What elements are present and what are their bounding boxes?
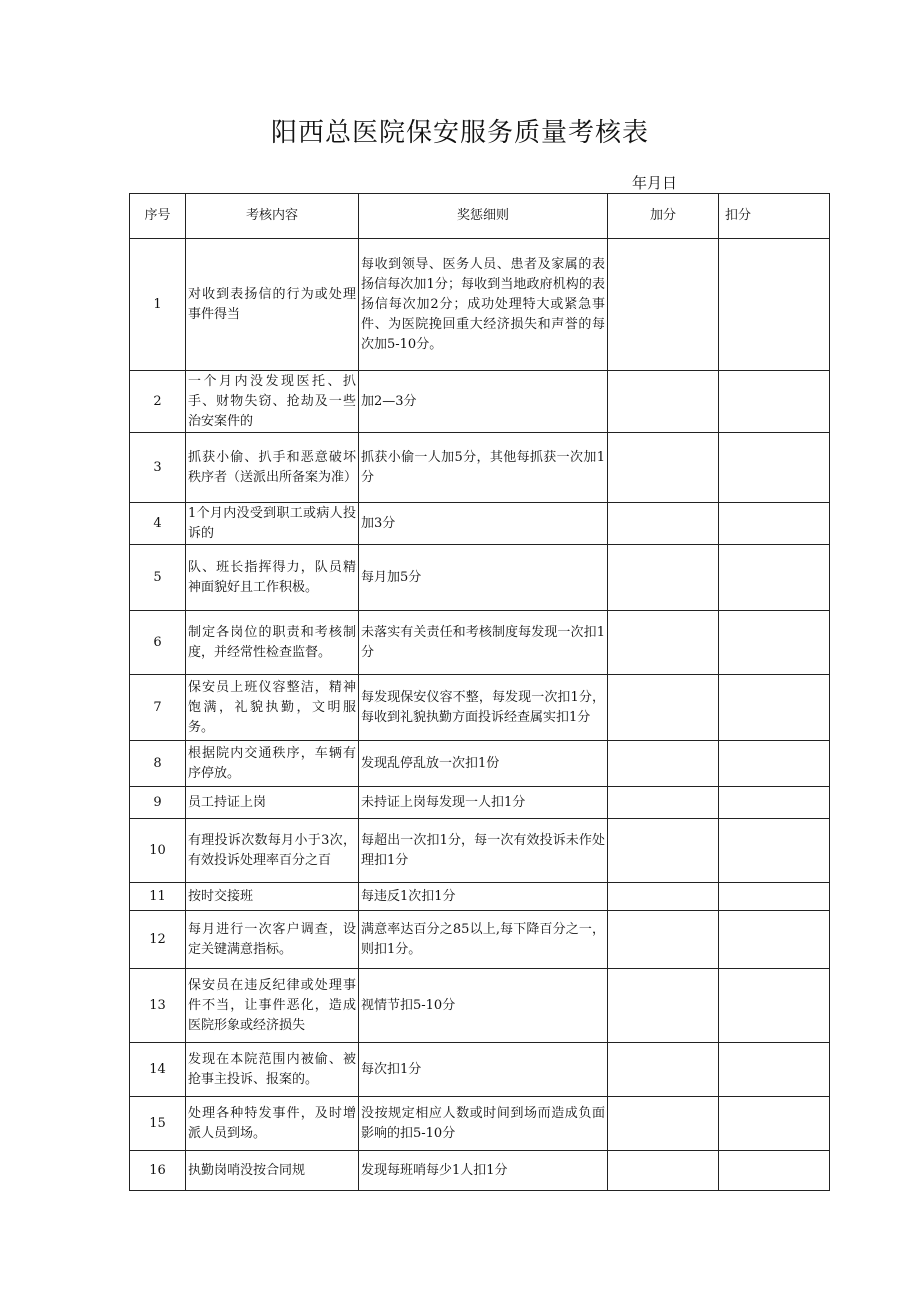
assessment-table [129, 193, 830, 1191]
row-minus-score [719, 883, 830, 911]
table-row [130, 819, 830, 883]
row-rule: 每收到领导、医务人员、患者及家属的表扬信每次加1分；每收到当地政府机构的表扬信每次加2分；成功处理特大或紧急事件、为医院挽回重大经济损失和声誉的每次加5-10分。 [359, 239, 608, 371]
row-minus-score [719, 675, 830, 741]
row-seq: 8 [130, 741, 186, 787]
table-row [130, 611, 830, 675]
row-content: 根据院内交通秩序，车辆有序停放。 [186, 741, 359, 787]
row-seq: 5 [130, 545, 186, 611]
header-minus: 扣分 [719, 194, 830, 239]
table-row [130, 371, 830, 433]
row-seq: 13 [130, 969, 186, 1043]
row-content: 制定各岗位的职责和考核制度，并经常性检查监督。 [186, 611, 359, 675]
row-seq: 12 [130, 911, 186, 969]
table-row [130, 1151, 830, 1191]
row-rule: 每月加5分 [359, 545, 608, 611]
row-plus-score [608, 819, 719, 883]
row-plus-score [608, 545, 719, 611]
row-plus-score [608, 239, 719, 371]
header-seq: 序号 [130, 194, 186, 239]
row-plus-score [608, 503, 719, 545]
header-plus: 加分 [608, 194, 719, 239]
row-plus-score [608, 883, 719, 911]
table-row [130, 433, 830, 503]
row-rule: 没按规定相应人数或时间到场而造成负面影响的扣5-10分 [359, 1097, 608, 1151]
row-content: 一个月内没发现医托、扒手、财物失窃、抢劫及一些治安案件的 [186, 371, 359, 433]
row-rule: 发现每班哨每少1人扣1分 [359, 1151, 608, 1191]
date-label: 年月日 [632, 174, 678, 192]
row-content: 保安员在违反纪律或处理事件不当，让事件恶化，造成医院形象或经济损失 [186, 969, 359, 1043]
table-row [130, 787, 830, 819]
row-content: 发现在本院范围内被偷、被抢事主投诉、报案的。 [186, 1043, 359, 1097]
row-minus-score [719, 1097, 830, 1151]
table-row [130, 675, 830, 741]
row-rule: 每超出一次扣1分，每一次有效投诉未作处理扣1分 [359, 819, 608, 883]
row-content: 执勤岗哨没按合同规 [186, 1151, 359, 1191]
row-minus-score [719, 433, 830, 503]
row-content: 有理投诉次数每月小于3次，有效投诉处理率百分之百 [186, 819, 359, 883]
row-rule: 每违反1次扣1分 [359, 883, 608, 911]
row-rule: 未落实有关责任和考核制度每发现一次扣1分 [359, 611, 608, 675]
table-row [130, 503, 830, 545]
row-plus-score [608, 1097, 719, 1151]
row-seq: 2 [130, 371, 186, 433]
table-row [130, 1043, 830, 1097]
row-rule: 未持证上岗每发现一人扣1分 [359, 787, 608, 819]
row-plus-score [608, 911, 719, 969]
row-content: 按时交接班 [186, 883, 359, 911]
table-row [130, 545, 830, 611]
row-content: 每月进行一次客户调查，设定关键满意指标。 [186, 911, 359, 969]
row-minus-score [719, 911, 830, 969]
row-plus-score [608, 371, 719, 433]
header-rules: 奖惩细则 [359, 194, 608, 239]
table-body [130, 239, 830, 1191]
row-minus-score [719, 1151, 830, 1191]
row-rule: 加3分 [359, 503, 608, 545]
document-title: 阳西总医院保安服务质量考核表 [270, 118, 649, 148]
row-plus-score [608, 433, 719, 503]
table-row [130, 969, 830, 1043]
row-content: 保安员上班仪容整洁，精神饱满，礼貌执勤，文明服务。 [186, 675, 359, 741]
row-seq: 9 [130, 787, 186, 819]
row-seq: 10 [130, 819, 186, 883]
row-plus-score [608, 611, 719, 675]
row-seq: 16 [130, 1151, 186, 1191]
row-seq: 11 [130, 883, 186, 911]
row-minus-score [719, 239, 830, 371]
row-plus-score [608, 969, 719, 1043]
row-rule: 加2—3分 [359, 371, 608, 433]
row-seq: 6 [130, 611, 186, 675]
row-plus-score [608, 741, 719, 787]
row-minus-score [719, 1043, 830, 1097]
row-content: 员工持证上岗 [186, 787, 359, 819]
table-row [130, 239, 830, 371]
row-content: 队、班长指挥得力，队员精神面貌好且工作积极。 [186, 545, 359, 611]
row-minus-score [719, 371, 830, 433]
row-plus-score [608, 675, 719, 741]
row-content: 1个月内没受到职工或病人投诉的 [186, 503, 359, 545]
table-row [130, 883, 830, 911]
row-minus-score [719, 787, 830, 819]
row-rule: 每次扣1分 [359, 1043, 608, 1097]
row-rule: 每发现保安仪容不整，每发现一次扣1分，每收到礼貌执勤方面投诉经查属实扣1分 [359, 675, 608, 741]
row-minus-score [719, 611, 830, 675]
row-minus-score [719, 969, 830, 1043]
row-content: 抓获小偷、扒手和恶意破坏秩序者（送派出所备案为准） [186, 433, 359, 503]
row-seq: 4 [130, 503, 186, 545]
row-rule: 视情节扣5-10分 [359, 969, 608, 1043]
row-minus-score [719, 503, 830, 545]
table-row [130, 1097, 830, 1151]
row-minus-score [719, 819, 830, 883]
row-rule: 抓获小偷一人加5分，其他每抓获一次加1分 [359, 433, 608, 503]
row-seq: 7 [130, 675, 186, 741]
row-seq: 3 [130, 433, 186, 503]
row-seq: 15 [130, 1097, 186, 1151]
row-seq: 14 [130, 1043, 186, 1097]
table-row [130, 741, 830, 787]
table-header-row [130, 194, 830, 239]
row-minus-score [719, 741, 830, 787]
row-seq: 1 [130, 239, 186, 371]
row-plus-score [608, 1151, 719, 1191]
table-row [130, 911, 830, 969]
header-content: 考核内容 [186, 194, 359, 239]
row-minus-score [719, 545, 830, 611]
row-rule: 发现乱停乱放一次扣1份 [359, 741, 608, 787]
row-plus-score [608, 1043, 719, 1097]
row-content: 处理各种特发事件，及时增派人员到场。 [186, 1097, 359, 1151]
row-content: 对收到表扬信的行为或处理事件得当 [186, 239, 359, 371]
row-rule: 满意率达百分之85以上,每下降百分之一，则扣1分。 [359, 911, 608, 969]
row-plus-score [608, 787, 719, 819]
